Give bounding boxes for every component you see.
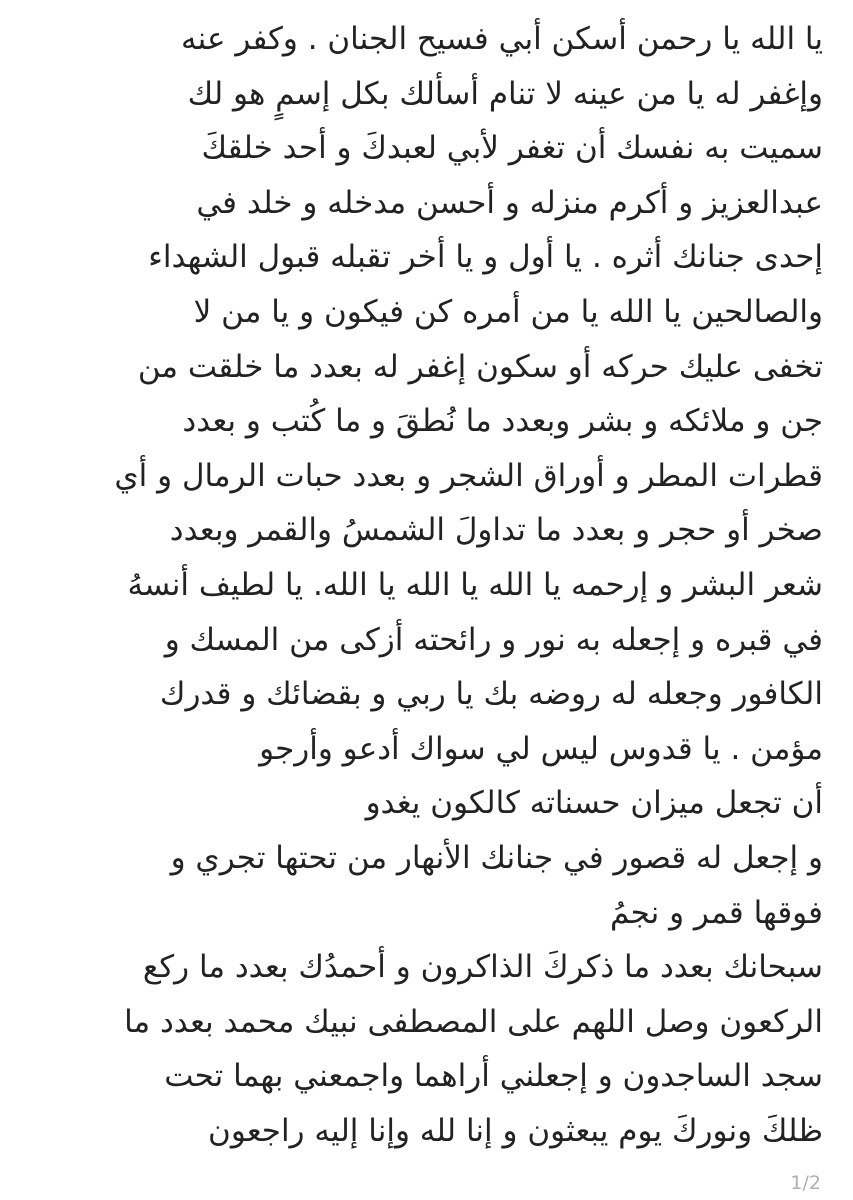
text-line: سميت به نفسك أن تغفر لأبي لعبدكَ و أحد خلقكَ	[201, 130, 823, 167]
text-line: فوقها قمر و نجمُ	[609, 894, 823, 931]
text-line: أن تجعل ميزان حسناته كالكون يغدو	[365, 785, 823, 822]
text-line: الكافور وجعله له روضه بك يا ربي و بقضائك و قدرك	[159, 676, 823, 713]
text-line: سبحانك بعدد ما ذكركَ الذاكرون و أحمدُك بعدد ما ركع	[142, 949, 823, 986]
text-line: ظلكَ ونوركَ يوم يبعثون و إنا لله وإنا إليه راجعون	[208, 1112, 823, 1149]
text-line: يا الله يا رحمن أسكن أبي فسيح الجنان . وكفر عنه	[181, 21, 823, 57]
text-line: الركعون وصل اللهم على المصطفى نبيك محمد بعدد ما	[124, 1003, 823, 1040]
text-line: تخفى عليك حركه أو سكون إغفر له بعدد ما خلقت من	[137, 348, 823, 385]
document-text	[23, 12, 823, 1158]
page-number: 1/2	[790, 1172, 821, 1194]
text-line: إحدى جنانك أثره . يا أول و يا أخر تقبله قبول الشهداء	[148, 239, 823, 276]
text-line: عبدالعزيز و أكرم منزله و أحسن مدخله و خلد في	[196, 184, 823, 221]
text-line: جن و ملائكه و بشر وبعدد ما نُطقَ و ما كُتب و بعدد	[182, 403, 823, 440]
text-line: وإغفر له يا من عينه لا تنام أسألك بكل إسمٍ هو لك	[187, 75, 823, 112]
text-line: مؤمن . يا قدوس ليس لي سواك أدعو وأرجو	[259, 730, 823, 767]
text-line: صخر أو حجر و بعدد ما تداولَ الشمسُ والقمر وبعدد	[169, 512, 823, 549]
text-line: قطرات المطر و أوراق الشجر و بعدد حبات الرمال و أي	[114, 457, 823, 494]
text-line: سجد الساجدون و إجعلني أراهما واجمعني بهما تحت	[164, 1058, 823, 1095]
text-line: و إجعل له قصور في جنانك الأنهار من تحتها تجري و	[170, 839, 823, 876]
text-line: والصالحين يا الله يا من أمره كن فيكون و يا من لا	[193, 293, 823, 330]
text-line: شعر البشر و إرحمه يا الله يا الله يا الله. يا لطيف أنسهُ	[127, 566, 823, 603]
text-line: في قبره و إجعله به نور و رائحته أزكى من المسك و	[164, 621, 823, 658]
